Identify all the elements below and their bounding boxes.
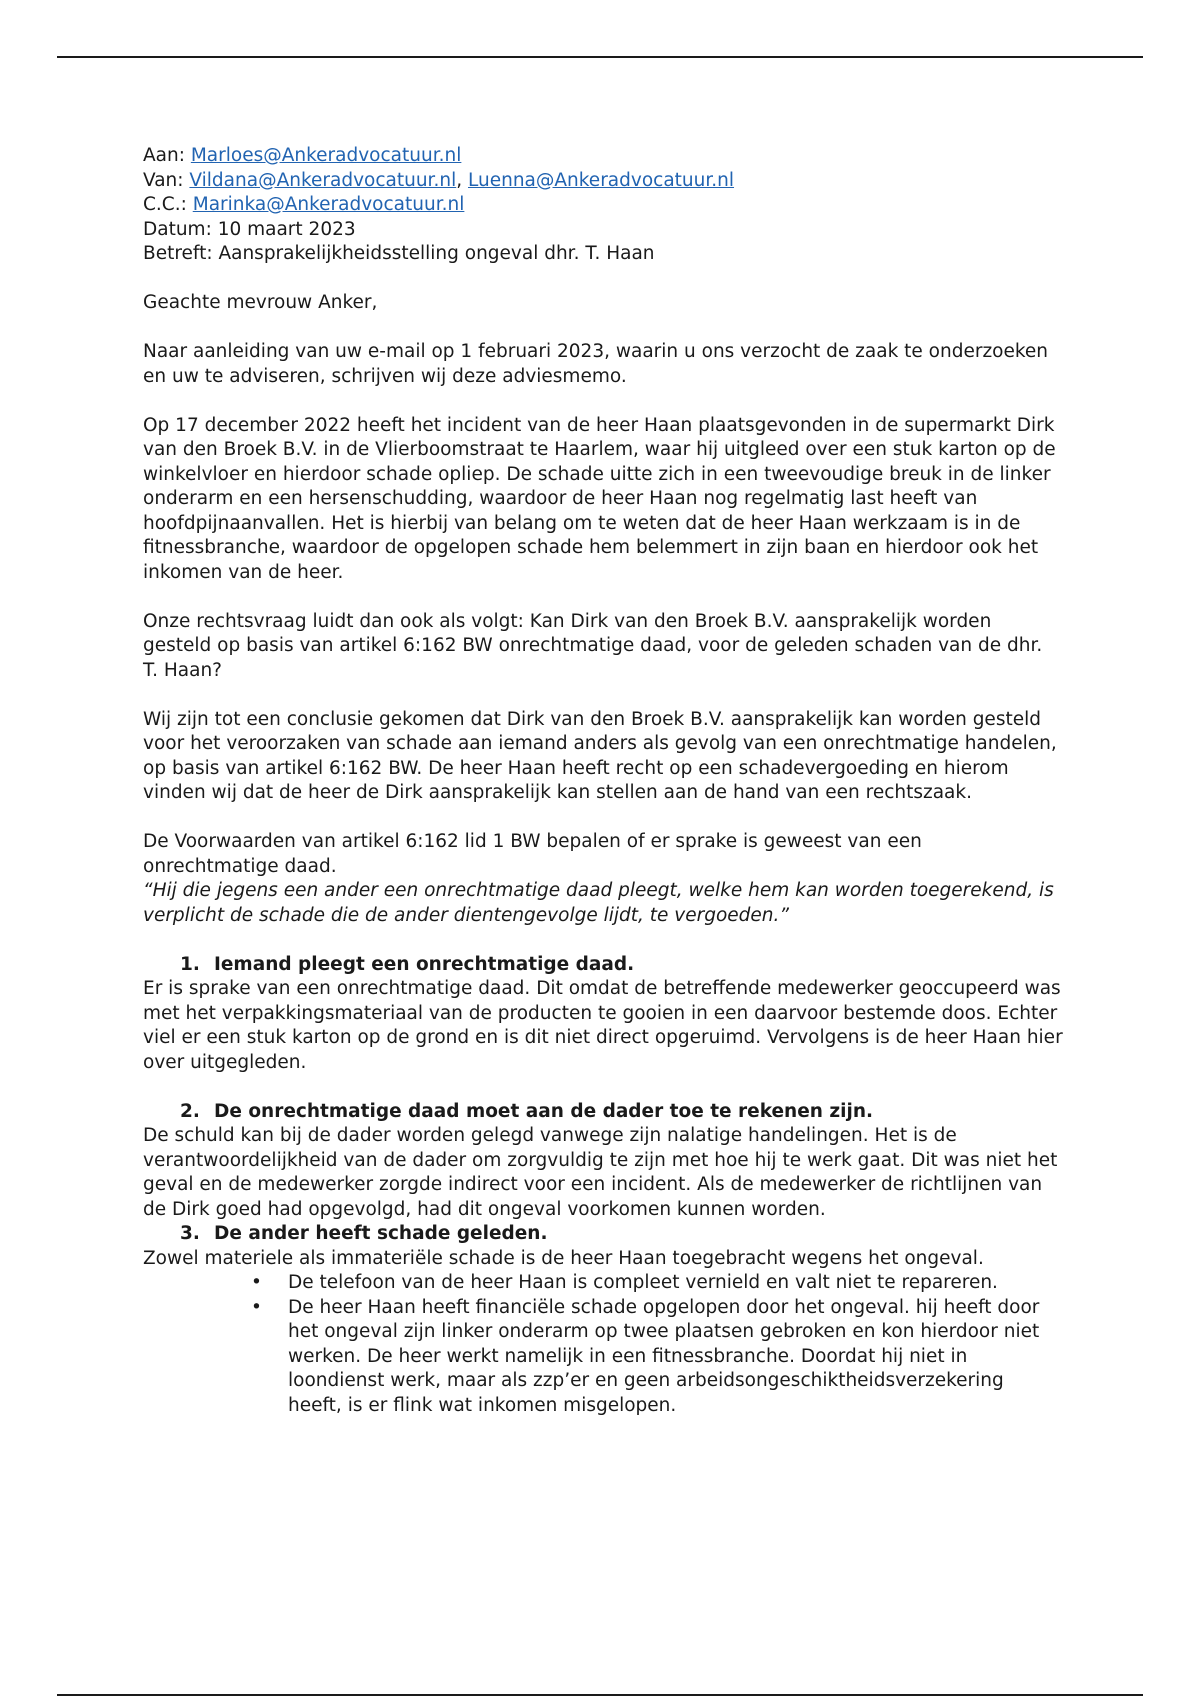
list-item-text: De heer Haan heeft financiële schade opgelopen door het ongeval. hij heeft door het ongeval zijn linker onderarm op twee plaatsen gebroken en kon hierdoor niet werken. De heer werkt namelijk in een fitnessbranche. Doordat hij niet in loondienst werk, maar als zzp’er en geen arbeidsongeschiktheidsverzekering heeft, is er flink wat inkomen misgelopen.: [288, 1296, 1040, 1416]
section-title: De ander heeft schade geleden.: [214, 1223, 548, 1244]
section-text: Er is sprake van een onrechtmatige daad. Dit omdat de betreffende medewerker geoccupeerd was met het verpakkingsmateriaal van de producten te gooien in een daarvoor bestemde doos. Echter viel er een stuk karton op de grond en is dit niet direct opgeruimd. Vervolgens is de heer Haan hier over uitgegleden.: [143, 978, 1063, 1073]
to-email-link[interactable]: Marloes@Ankeradvocatuur.nl: [190, 145, 462, 166]
paragraph-intro: Naar aanleiding van uw e-mail op 1 februari 2023, waarin u ons verzocht de zaak te onderzoeken en uw te adviseren, schrijven wij deze adviesmemo.: [143, 341, 1049, 387]
email-header: [143, 144, 1063, 267]
section-3: [143, 1222, 1063, 1418]
section-number: 3.: [180, 1223, 200, 1244]
cc-label: C.C.:: [143, 194, 187, 215]
cc-email-link[interactable]: Marinka@Ankeradvocatuur.nl: [192, 194, 465, 215]
top-divider: [57, 56, 1143, 58]
to-label: Aan:: [143, 145, 185, 166]
section-heading: [143, 1222, 1063, 1247]
section-1: [143, 953, 1063, 1076]
section-2: [143, 1100, 1063, 1223]
section-heading: [143, 1100, 1063, 1125]
section-title: Iemand pleegt een onrechtmatige daad.: [214, 953, 635, 975]
section-number: 2.: [180, 1100, 200, 1122]
salutation: Geachte mevrouw Anker,: [143, 292, 378, 313]
paragraph-legal-question: Onze rechtsvraag luidt dan ook als volgt: Kan Dirk van den Broek B.V. aansprakelijk worden gesteld op basis van artikel 6:162 BW onrechtmatige daad, voor de geleden schaden van de dhr. T. Haan?: [143, 610, 1043, 681]
bullet-marker: •: [251, 1272, 262, 1293]
to-line: [143, 144, 1063, 169]
damage-list: [143, 1271, 1063, 1418]
from-label: Van:: [143, 169, 184, 191]
subject-line: Betreft: Aansprakelijkheidsstelling ongeval dhr. T. Haan: [143, 243, 655, 264]
paragraph-conditions: De Voorwaarden van artikel 6:162 lid 1 BW bepalen of er sprake is geweest van een onrechtmatige daad.: [143, 831, 922, 877]
from-line: [143, 169, 1063, 194]
section-text: De schuld kan bij de dader worden gelegd vanwege zijn nalatige handelingen. Het is de verantwoordelijkheid van de dader om zorgvuldig te zijn met hoe hij te werk gaat. Dit was niet het geval en de medewerker zorgde indirect voor een incident. Als de medewerker de richtlijnen van de Dirk goed had opgevolgd, had dit ongeval voorkomen kunnen worden.: [143, 1125, 1058, 1220]
memo-document: [143, 144, 1063, 1418]
cc-line: [143, 193, 1063, 218]
section-heading: [143, 953, 1063, 978]
bullet-marker: •: [251, 1296, 262, 1318]
section-number: 1.: [180, 953, 200, 975]
list-item: [143, 1271, 1063, 1296]
paragraph-incident: Op 17 december 2022 heeft het incident van de heer Haan plaatsgevonden in de supermarkt Dirk van den Broek B.V. in de Vlierboomstraat te Haarlem, waar hij uitgleed over een stuk karton op de winkelvloer en hierdoor schade opliep. De schade uitte zich in een tweevoudige breuk in de linker onderarm en een hersenschudding, waardoor de heer Haan nog regelmatig last heeft van hoofdpijnaanvallen. Het is hierbij van belang om te weten dat de heer Haan werkzaam is in de fitnessbranche, waardoor de opgelopen schade hem belemmert in zijn baan en hierdoor ook het inkomen van de heer.: [143, 414, 1056, 583]
section-title: De onrechtmatige daad moet aan de dader toe te rekenen zijn.: [214, 1100, 874, 1122]
bottom-divider: [57, 1694, 1143, 1696]
section-text: Zowel materiele als immateriële schade is de heer Haan toegebracht wegens het ongeval.: [143, 1247, 984, 1269]
from-separator: ,: [456, 169, 463, 191]
list-item-text: De telefoon van de heer Haan is compleet vernield en valt niet te repareren.: [288, 1272, 998, 1293]
article-quote: “Hij die jegens een ander een onrechtmatige daad pleegt, welke hem kan worden toegerekend, is verplicht de schade die de ander dientengevolge lijdt, te vergoeden.”: [143, 880, 1054, 926]
from-email-link-2[interactable]: Luenna@Ankeradvocatuur.nl: [468, 169, 735, 191]
from-email-link-1[interactable]: Vildana@Ankeradvocatuur.nl: [189, 169, 457, 191]
date-line: Datum: 10 maart 2023: [143, 218, 356, 240]
paragraph-conclusion: Wij zijn tot een conclusie gekomen dat Dirk van den Broek B.V. aansprakelijk kan worden gesteld voor het veroorzaken van schade aan iemand anders als gevolg van een onrechtmatige handelen, op basis van artikel 6:162 BW. De heer Haan heeft recht op een schadevergoeding en hierom vinden wij dat de heer de Dirk aansprakelijk kan stellen aan de hand van een rechtszaak.: [143, 708, 1057, 803]
list-item: [143, 1296, 1063, 1419]
